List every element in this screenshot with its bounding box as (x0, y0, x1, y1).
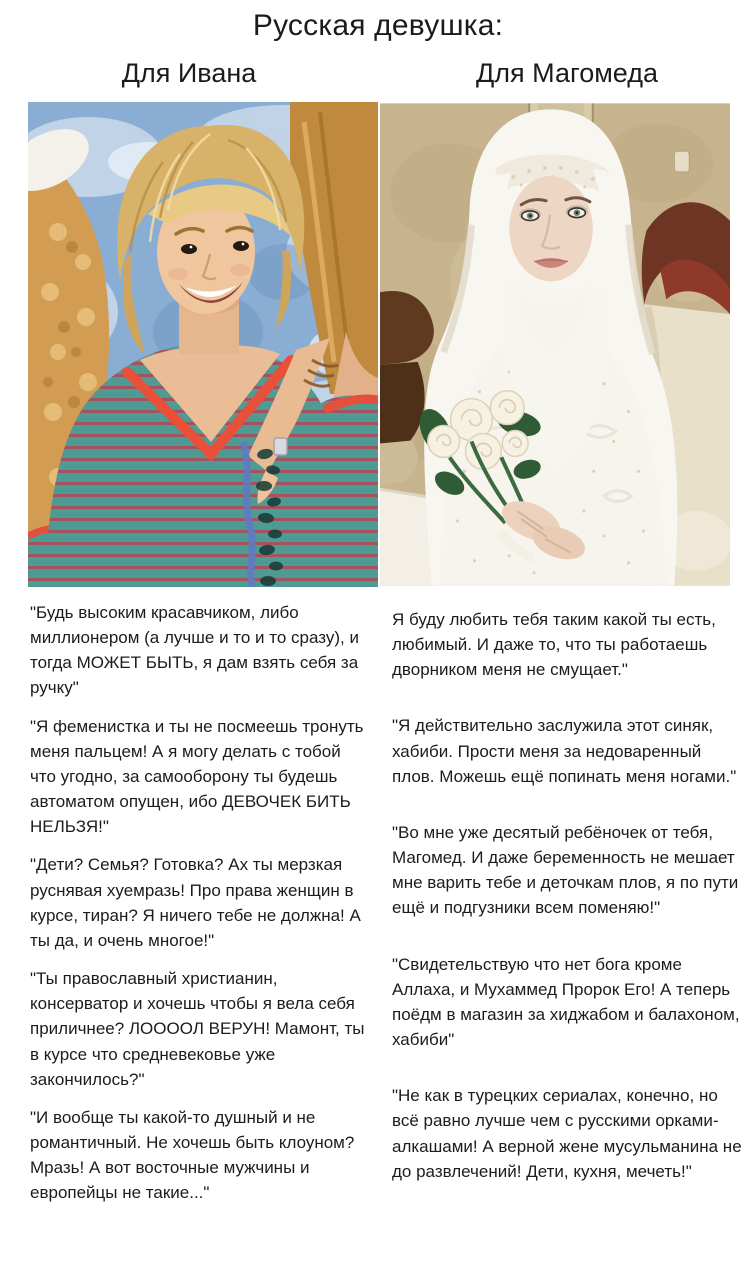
quote-paragraph: "Дети? Семья? Готовка? Ах ты мерзкая руснявая хуемразь! Про права женщин в курсе, тиран? Я ничего тебе не должна! А ты да, и очень многое!" (30, 855, 361, 950)
quote-paragraph: "Во мне уже десятый ребёночек от тебя, Магомед. И даже беременность не мешает мне варить тебе и деточкам плов, я по пути ещё и подгузники всем поменяю!" (392, 822, 739, 918)
photo-for-magomed (380, 102, 730, 587)
text-column-magomed (392, 600, 744, 1218)
quote-paragraph: "Я феменистка и ты не посмеешь тронуть меня пальцем! А я могу делать с тобой что угодно, за самооборону ты будешь автоматом опущен, ибо ДЕВОЧЕК БИТЬ НЕЛЬЗЯ!" (30, 716, 364, 837)
quote-paragraph: "Не как в турецких сериалах, конечно, но всё равно лучше чем с русскими орками-алкашами! А верной жене мусульманина не до развлечений! Дети, кухня, мечеть!" (392, 1086, 742, 1181)
column-headers (0, 58, 756, 89)
quote-paragraph: Я буду любить тебя таким какой ты есть, любимый. И даже то, что ты работаешь дворником меня не смущает." (392, 610, 716, 680)
quote-paragraph: "И вообще ты какой-то душный и не романтичный. Не хочешь быть клоуном? Мразь! А вот восточные мужчины и европейцы не такие..." (30, 1107, 355, 1203)
quote-paragraph: "Свидетельствую что нет бога кроме Аллаха, и Мухаммед Пророк Его! А теперь поёдм в магазин за хиджабом и балахоном, хабиби" (392, 954, 740, 1050)
text-column-ivan (30, 600, 370, 1218)
quote-paragraph: "Ты православный христианин, консерватор и хочешь чтобы я вела себя приличнее? ЛООООЛ ВЕРУН! Мамонт, ты в курсе что средневековье уже закончилось?" (30, 969, 365, 1089)
wall-switch (674, 151, 689, 172)
photo-for-ivan (28, 102, 378, 587)
photos-row (0, 102, 756, 587)
quote-paragraph: "Будь высоким красавчиком, либо миллионером (а лучше и то и то сразу), и тогда МОЖЕТ БЫТЬ, я дам взять себя за ручку" (30, 603, 359, 698)
page-title: Русская девушка: (252, 9, 504, 42)
quote-paragraph: "Я действительно заслужила этот синяк, хабиби. Прости меня за недоваренный плов. Можешь ещё попинать меня ногами." (392, 716, 737, 786)
quotes-row (0, 600, 756, 1218)
column-header-ivan: Для Ивана (121, 58, 257, 88)
column-header-magomed: Для Магомеда (476, 58, 658, 88)
